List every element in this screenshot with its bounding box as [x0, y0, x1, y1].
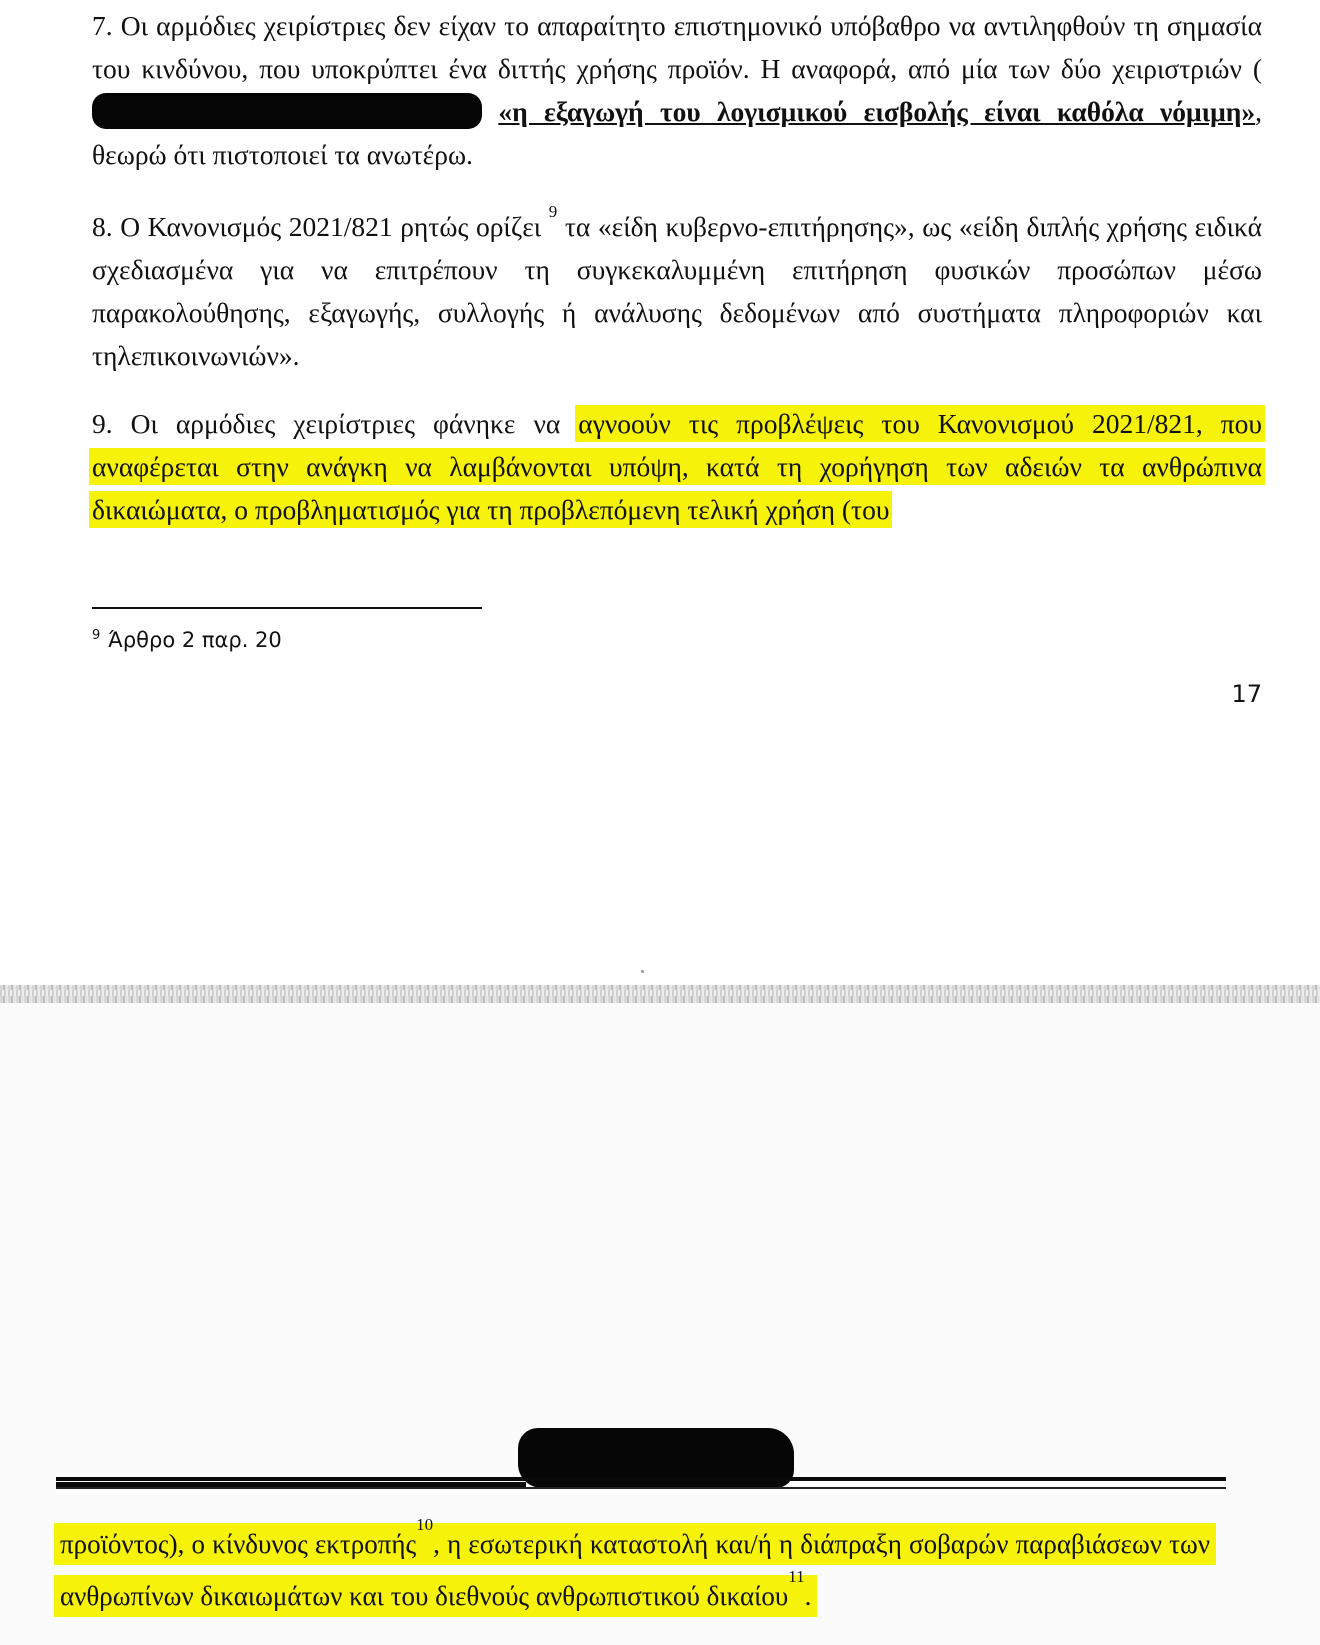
scan-speck	[641, 970, 644, 973]
footnote-ref-11: 11	[788, 1567, 805, 1586]
page-separator	[0, 985, 1320, 1003]
paragraph-9-continued	[60, 1515, 1211, 1622]
paragraph-8-text-start: 8. Ο Κανονισμός 2021/821 ρητώς ορίζει	[92, 211, 549, 242]
paragraph-8	[92, 202, 1262, 377]
footnote-ref-9: 9	[548, 202, 558, 221]
continued-text-start: προϊόντος), ο κίνδυνος εκτροπής	[60, 1529, 417, 1559]
paragraph-7-quote: «η εξαγωγή του λογισμικού εισβολής είναι καθόλα νόμιμη»	[498, 96, 1256, 127]
page-number: 17	[1231, 680, 1262, 708]
footnote-text: Άρθρο 2 παρ. 20	[108, 628, 282, 652]
footnote-9	[92, 628, 282, 652]
footnote-divider	[92, 607, 482, 609]
paragraph-7	[92, 4, 1262, 176]
paragraph-8-text-end: τα «είδη κυβερνο-επιτήρησης», ως «είδη διπλής χρήσης ειδικά σχεδιασμένα για να επιτρέπουν τη συγκεκαλυμμένη επιτήρηση φυσικών προσώπων μέσω παρακολούθησης, εξαγωγής, συλλογής ή ανάλυσης δεδομένων από συστήματα πληροφοριών και τηλεπικοινωνιών».	[92, 211, 1262, 371]
paragraph-9-highlight: αγνοούν τις προβλέψεις του Κανονισμού 2021/821, που αναφέρεται στην ανάγκη να λαμβάνονται υπόψη, κατά τη χορήγηση των αδειών τα ανθρώπινα δικαιώματα, ο προβληματισμός για τη προβλεπόμενη τελική χρήση (του	[92, 408, 1262, 525]
continued-text-middle: , η εσωτερική καταστολή και/ή η διάπραξη σοβαρών παραβιάσεων των ανθρωπίνων δικαιωμάτων και του διεθνούς ανθρωπιστικού δικαίου	[60, 1529, 1211, 1611]
paragraph-9-text-start: 9. Οι αρμόδιες χειρίστριες φάνηκε να	[92, 408, 579, 439]
footnote-ref-10: 10	[416, 1515, 434, 1534]
continued-text-end: .	[804, 1581, 812, 1611]
redaction-block	[92, 93, 482, 129]
paragraph-7-text-start: 7. Οι αρμόδιες χειρίστριες δεν είχαν το απαραίτητο επιστημονικό υπόβαθρο να αντιληφθούν τη σημασία του κινδύνου, που υποκρύπτει ένα διττής χρήσης προϊόν. Η αναφορά, από μία των δύο χειριστριών (	[92, 10, 1262, 84]
header-rule-thin	[56, 1487, 1226, 1489]
paragraph-7-text-end: , θεωρώ ότι πιστοποιεί τα ανωτέρω.	[92, 96, 1263, 170]
continued-highlight	[60, 1515, 1211, 1611]
header-rule-thick	[56, 1477, 1226, 1481]
footnote-number: 9	[92, 628, 101, 643]
paragraph-9	[92, 402, 1262, 531]
